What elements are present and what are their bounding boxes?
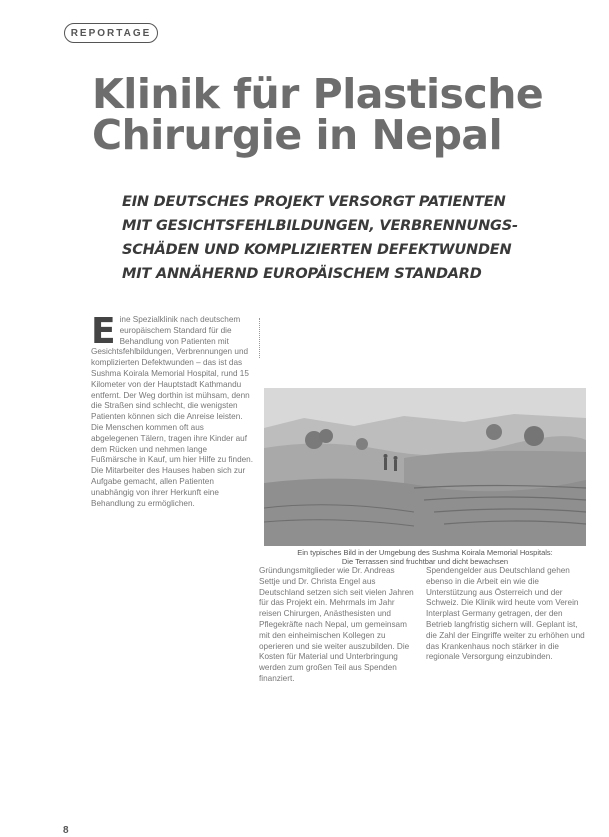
- drop-cap: E: [91, 311, 116, 352]
- page-title: [92, 70, 544, 159]
- title-line-1: Klinik für Plastische: [92, 70, 544, 118]
- article-column-2: [259, 566, 416, 685]
- article-paragraph: ine Spezialklinik nach deutschem europäischem Standard für die Behandlung von Patienten mit Gesichtsfehlbildungen, Verbrennungen und komplizierten Defektwunden – das ist das Sushma Koirala Memorial Hospital, rund 15 Kilometer von der Hauptstadt Kathmandu entfernt. Der Weg dorthin ist mühsam, denn die Straßen sind schlecht, die wenigsten Patienten können sich die Anreise leisten. Die Menschen kommen oft aus abgelegenen Tälern, tragen ihre Kinder auf dem Rücken und nehmen lange Fußmärsche in Kauf, um hier Hilfe zu finden. Die Mitarbeiter des Hauses haben sich zur Aufgabe gemacht, allen Patienten unabhängig von ihrer Herkunft eine Behandlung zu ermöglichen.: [91, 315, 253, 508]
- subtitle-line-4: MIT ANNÄHERND EUROPÄISCHEM STANDARD: [122, 266, 482, 282]
- subtitle-line-3: SCHÄDEN UND KOMPLIZIERTEN DEFEKTWUNDEN: [122, 242, 512, 258]
- subtitle: [122, 190, 582, 286]
- article-paragraph: Gründungsmitglieder wie Dr. Andreas Settje und Dr. Christa Engel aus Deutschland setzen sich seit vielen Jahren für das Projekt ein. Mehrmals im Jahr reisen Chirurgen, Anästhesisten und Pflegekräfte nach Nepal, um gemeinsam mit den einheimischen Kollegen zu operieren und sie weiter auszubilden. Die Kosten für Material und Unterbringung werden zum großen Teil aus Spenden finanziert.: [259, 566, 414, 683]
- page-footer: [63, 825, 73, 836]
- column-divider: [259, 318, 261, 358]
- article-column-1: [91, 311, 253, 509]
- title-line-2: Chirurgie in Nepal: [92, 111, 503, 159]
- landscape-photo: [264, 388, 586, 546]
- photo-caption-line-1: Ein typisches Bild in der Umgebung des Sushma Koirala Memorial Hospitals:: [297, 548, 553, 557]
- article-paragraph: Spendengelder aus Deutschland gehen ebenso in die Arbeit ein wie die Unterstützung aus Österreich und der Schweiz. Die Klinik wird heute vom Verein Interplast Germany getragen, der den Betrieb langfristig sichern will. Geplant ist, die Zahl der Eingriffe weiter zu erhöhen und das Krankenhaus noch stärker in die regionale Versorgung einzubinden.: [426, 566, 585, 662]
- article-column-3: [426, 566, 586, 663]
- section-tag: REPORTAGE: [64, 23, 158, 43]
- subtitle-line-1: EIN DEUTSCHES PROJEKT VERSORGT PATIENTEN: [122, 194, 506, 210]
- subtitle-line-2: MIT GESICHTSFEHLBILDUNGEN, VERBRENNUNGS-: [122, 218, 518, 234]
- page-number: 8: [63, 825, 69, 836]
- photo-caption: [264, 548, 586, 566]
- photo-caption-line-2: Die Terrassen sind fruchtbar und dicht bewachsen: [341, 557, 509, 566]
